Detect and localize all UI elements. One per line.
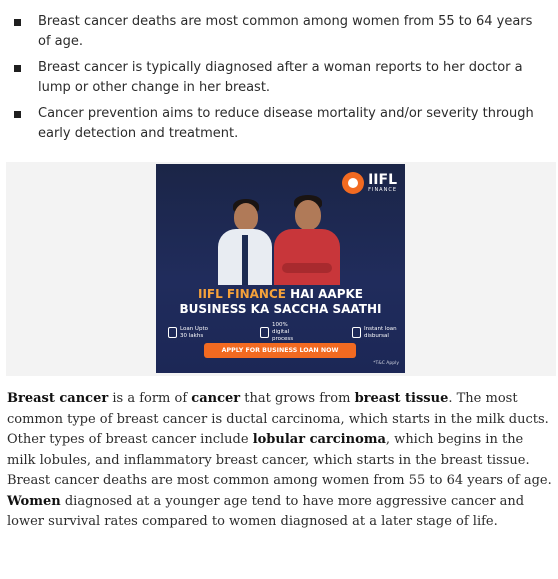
link-breast-cancer[interactable]: Breast cancer bbox=[7, 391, 109, 406]
link-lobular-carcinoma[interactable]: lobular carcinoma bbox=[252, 432, 386, 447]
square-bullet-icon bbox=[14, 111, 21, 118]
bullet-item bbox=[0, 104, 558, 144]
person-left-image bbox=[216, 199, 274, 285]
money-bag-icon bbox=[168, 327, 177, 338]
bullet-item bbox=[0, 12, 558, 52]
feature-item: Instant loan disbursal bbox=[352, 322, 398, 343]
document-icon bbox=[260, 327, 269, 338]
bullet-item bbox=[0, 58, 558, 98]
link-women[interactable]: Women bbox=[7, 493, 61, 509]
brand-name: IIFL bbox=[368, 172, 397, 188]
bullet-text: Breast cancer is typically diagnosed after a woman reports to her doctor a lump or other change in her breast. bbox=[38, 60, 523, 95]
apply-loan-button[interactable]: APPLY FOR BUSINESS LOAN NOW bbox=[204, 343, 356, 358]
feature-item: 100% digital process bbox=[260, 322, 306, 343]
square-bullet-icon bbox=[14, 65, 21, 72]
brand-sub: FINANCE bbox=[368, 187, 397, 193]
transfer-icon bbox=[352, 327, 361, 338]
person-right-image bbox=[272, 195, 342, 285]
bullet-text: Cancer prevention aims to reduce disease mortality and/or severity through early detection and treatment. bbox=[38, 106, 534, 141]
bullet-text: Breast cancer deaths are most common among women from 55 to 64 years of age. bbox=[38, 14, 533, 49]
link-breast-tissue[interactable]: breast tissue bbox=[354, 391, 449, 406]
link-cancer[interactable]: cancer bbox=[191, 391, 241, 406]
ad-headline: IIFL FINANCE HAI AAPKE BUSINESS KA SACCHA SAATHI bbox=[179, 287, 382, 316]
brand-logo bbox=[342, 172, 397, 194]
brand-logo-icon bbox=[342, 172, 364, 194]
article-paragraph: Breast cancer is a form of cancer that grows from breast tissue. The most common type of breast cancer is ductal carcinoma, which starts in the milk ducts. Other types of breast cancer include lobular carcinoma, which begins in the milk lobules, and inflammatory breast cancer, which starts in the breast tissue. Breast cancer deaths are most common among women from 55 to 64 years of age. Women diagnosed at a younger age tend to have more aggressive cancer and lower survival rates compared to women diagnosed at a later stage of life. bbox=[7, 391, 552, 529]
terms-note: *T&C Apply bbox=[373, 361, 399, 366]
bullet-list bbox=[0, 12, 558, 150]
advertisement-banner[interactable] bbox=[156, 164, 405, 373]
feature-item: Loan Upto 30 lakhs bbox=[168, 322, 214, 343]
square-bullet-icon bbox=[14, 19, 21, 26]
ad-features bbox=[168, 322, 398, 343]
